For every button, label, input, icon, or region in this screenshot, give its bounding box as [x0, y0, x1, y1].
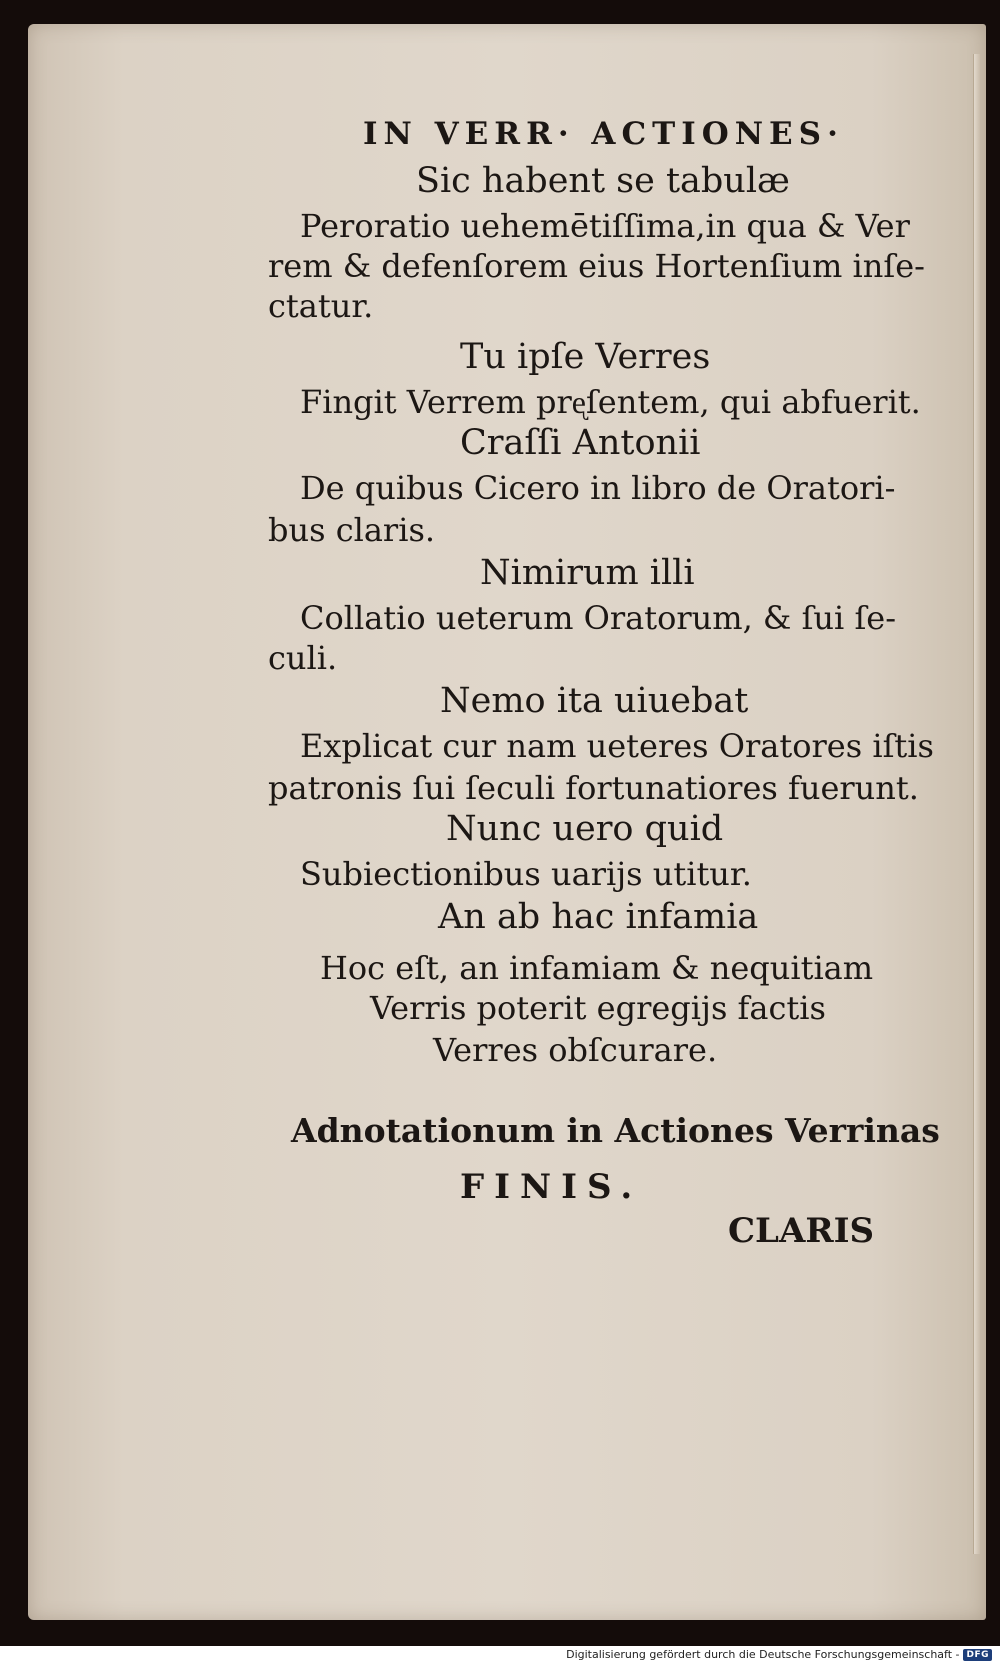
note-1-line-1: Peroratio uehemētiſſima,in qua & Ver	[300, 207, 910, 245]
book-page	[28, 24, 986, 1620]
note-1-line-2: rem & defenſorem eius Hortenſium inſe-	[268, 247, 925, 285]
dfg-logo-icon: DFG	[963, 1649, 992, 1661]
note-5-line-2: patronis ſui ſeculi fortunatiores fuerunt.	[268, 769, 919, 807]
note-7-line-3: Verres obſcurare.	[433, 1031, 718, 1069]
lemma-1: Sic habent se tabulæ	[416, 161, 790, 201]
note-6-line-1: Subiectionibus uarijs utitur.	[300, 855, 752, 893]
lemma-3: Craſſi Antonii	[460, 423, 701, 463]
lemma-2: Tu ipſe Verres	[460, 337, 711, 377]
lemma-7: An ab hac infamia	[438, 897, 759, 937]
note-3-line-1: De quibus Cicero in libro de Oratori-	[300, 469, 896, 507]
credit-text: Digitalisierung gefördert durch die Deutsche Forschungsgemeinschaft -	[566, 1648, 960, 1661]
page-edge	[973, 54, 980, 1554]
note-4-line-1: Collatio ueterum Oratorum, & ſui ſe-	[300, 599, 897, 637]
colophon-title: Adnotationum in Actiones Verrinas	[291, 1111, 940, 1150]
note-1-line-3: ctatur.	[268, 287, 374, 325]
note-7-line-1: Hoc eſt, an infamiam & nequitiam	[320, 949, 874, 987]
lemma-4: Nimirum illi	[480, 553, 695, 593]
note-2-line-1: Fingit Verrem prᶒſentem, qui abfuerit.	[300, 383, 921, 421]
catchword: CLARIS	[728, 1211, 875, 1251]
note-3-line-2: bus claris.	[268, 511, 436, 549]
running-head: IN VERR· ACTIONES·	[363, 116, 844, 152]
note-4-line-2: culi.	[268, 639, 338, 677]
lemma-6: Nunc uero quid	[446, 809, 724, 849]
digitization-credit	[566, 1648, 992, 1661]
note-5-line-1: Explicat cur nam ueteres Oratores iſtis	[300, 727, 934, 765]
note-7-line-2: Verris poterit egregijs factis	[370, 989, 826, 1027]
finis-word: FINIS.	[460, 1167, 643, 1207]
lemma-5: Nemo ita uiuebat	[440, 681, 749, 721]
